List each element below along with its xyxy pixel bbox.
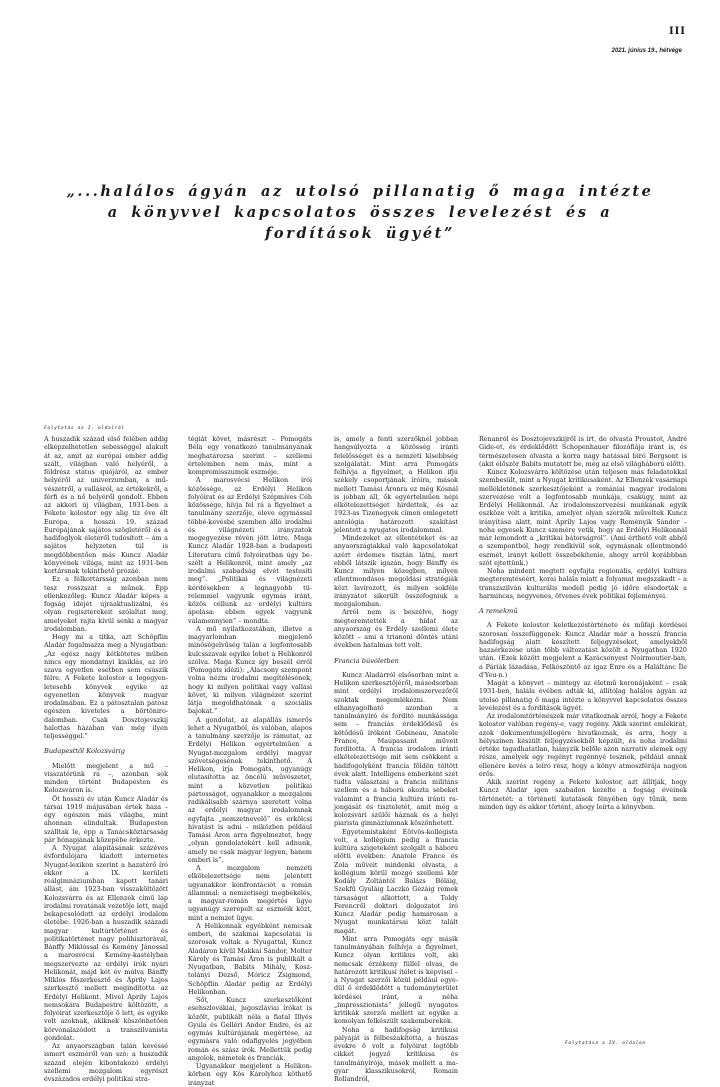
section-heading: Budapesttől Kolozsvárig [44,747,126,756]
paragraph: Magát a könyvet – mintegy az életmű koronájaként – csak 1931-ben, halála évében adták ki, állítólag halálos ágyán az utolsó pillanatig ő maga intézte a könyvvel kapcsolatos összes levelezést és a fordítások ügyét. [479,679,687,712]
section-heading: A remekmű [479,607,518,615]
paragraph: Renanról és Dosztojevszkijről is írt, de olvasta Proustot, André Gide-et, és érdeklődött Schopenhauer filozófiája iránt is, és természetesen olvasta a korra nagy hatással bíró Bergsont is (akit először Babits mutatott be, még az első világháború előtt). [479,435,687,468]
date-line: 2021. június 19., hétvége [611,48,682,54]
continued-to-note: Folytatása a IV. oldalon [565,1041,646,1046]
paragraph: Egyetemistaként Eötvös-kollégista volt, a kollégium pedig a francia kultúra szigeteként szolgált a háború előtti években: Anatole France és Zola műveit mindenki olvasta, a kollégium körül mozgó szellemi kör Kodály Zoltántól Balázs Béláig, Szekfű Gyuláig Laczkó Gézáig remek társaságot alkottott, a Toldy Ferencről doktori dolgozatot író Kuncz Aladár pedig hamarosan a Nyugat munkatársai közt talált magát. [334,827,458,935]
paragraph: A mozgalom nemzeti elkötelezettsége nem jelentett ugyanakkor konfrontációt a román állammal: a nemzetiségi megbékélés, a magyar-román megértés ügye ugyanúgy szerepelt az eszméik közt, mint a nemzet ügye. [188,864,312,922]
paragraph: Kuncz Aladárról elsősorban mint a Helikon szerkesztőjéről, másodsorban mint erdélyi irodalomszervezőről szoktak megemlékezni. Nem elhanyagolható azonban a tanulmányíró és fordító munkássága sem – franciás érdeklődésű és kötődésű íróként Gobineau, Anatole France, Maupassant műveit fordította. A francia irodalom iránti elkötelezettsége mit sem csökkent a hadifogolyként francia földön töltött évek alatt. Intelligens emberként szét tudta választani a francia militáns szellem és a háború okozta sebeket valamint a francia kultúra iránti rajongását és tiszteletét, amit még a kolozsvári szülői háznak és a helyi piarista gimnáziumnak köszönhetett. [334,670,458,828]
continued-from-note: Folytatás az I. oldalról [44,426,125,431]
paragraph: Ugyanakkor megjelent a Helikon-körben egy Kós Károlyhoz köthető irányzat [188,1062,312,1087]
paragraph: Mindezeket az ellentéteket és az anyaországiakkal való kapcsolatokat azért érdemes tisztán látni, mert ebből látszik igazán, hogy Bánffy és Kuncz milyen közegben, milyen ellentmondásos megoldási stratégiák közt lavírozott, és milyen sokféle irányzatot sikerült összefogniuk a mozgalomban. [334,534,458,608]
paragraph: A Nyugat alapításának százéves évfordulójára kiadott internetes Nyugat-lexikon szerint a hazatérő író ekkor a IX. kerületi reálgimnáziumban kapott tanári állást, ám 1923-ban visszaköltözött Kolozsvárra és az Ellenzék című lap irodalmi rovatának vezetője lett, majd bekapcsolódott az erdélyi irodalom életébe: 1926-ban a huszadik századi magyar kultúrtörténet és politikatörténet nagy polihisztorával, Bánffy Miklóssal és Kemény Jánossal a marosvécsi Kemény-kastélyban megszervezte az erdélyi írók nyári Helikonát, majd két év múlva Bánffy Miklós főszerkesztő és Áprily Lajos szerkesztő mellett megindította az Erdélyi Helikont. Mivel Áprily Lajos nemsokára Budapestre költözött, a folyóirat szerkesztője ő lett, és egyike volt azoknak, akiknek köszönhetően körvonalazódott a transzilvanista gondolat. [44,844,168,1042]
paragraph: Noha mindent megtett egyfajta regionális, erdélyi kultúra megteremtéséért, korai halála miatt a folyamat megszakadt – a transzszilván kulturális modell pedig jó időre elsodorták a harmincas, negyvenes, ötvenes évek politikai fejleményei. [479,567,687,600]
paragraph: tégiát követ, másrészt – Pomogáts Béla egy vonatkozó tanulmányának meghatározsa szerint – szellemi értelemben nem más, mint a kompromisszumok eszméje. [188,435,312,476]
paragraph: A mű nyilatkozatában, illetve a magyarlomban megjelenő minőségelvűség talán a legfontosabb kulcsszavak egyike lehet a Helikonról szólva. Maga Kuncz így beszél erről (Pomogáts idézi): „Alacsony szempont volna néznı irodalmi megítélésének, hogy ki milyen politikai vagy vallási követ, ki milyen világnézet szerint látja megoldhatónak a szociális bajokat.” [188,624,312,716]
section-heading: Francia búvóletben [334,656,399,665]
pull-quote: „...halálos ágyán az utolsó pillanatig ő maga intézte a könyvvel kapcsolatos összes levelezést és a fordítások ügyét” [66,183,654,242]
paragraph: is, amely a fenti szerzőknél jobban hangsúlyozta a közösség iránti felelősséget és a nemzeti kisebbség szolgálatát. Mint arra Pomogáts felhívja a figyelmet, a Helikon ifjú székely csoportjának íróira, mások mellett Tamási Áronra ez még Kósnál is jobban áll, ők egyértelműen népi elkötelezettséget hirdettek, és az 1923-as Tizenegyek címen emlegetett antológia határozott szakítást jelentett a nyugatos irodalommal. [334,435,458,534]
paragraph: Az irodalomtörténészek már vitatkoznak arról, hogy a Fekete kolostor valóban regény-e, vagy regény. Akik szerint emlékirat, azok dokumentumjellegére hivatkoznak, és arra, hogy a helyszínen készült feljegyzésekből képzült, és noha irodalmi értéke tagadhatatlan, hiányzik belőle azon narratív elemek egy része, amelyek egy regényt regénnyé tesznek, például annak ellenére kevés a leíró rész, hogy a könyv atmoszférája nagyon erős. [479,712,687,778]
paragraph: A gondolat, az alapállás ismerős lehet a Nyugatból, és valóban, alapos a tanulmány szerzője is rámutat, az Erdélyi Helikon egyértelműen a Nyugat-mozgalom erdélyi magyar szövetségesének tekinthető. A Helikon, írja Pomogáts, ugyanúgy elutasította az öncélú művészetet, mint a közvetlen politikai pártosságot, ugyanakkor a mozgalom radikálisabb szárnya szeretett volna az erdélyi magyar irodalomnak egyfajta „nemzetnevelő” és erkölcsi hivatást is adni – miközben például Tamási Áron arra figyelmeztet, hogy „olyan gondolatokért kell adnunk, amely ne csak magyar legyen, hanem emberi is”. [188,715,312,864]
page-number: III [668,26,686,37]
paragraph: Arról nem is beszélve, hogy megteremtették a hidat az anyaország és Erdély szellemi élete között – ami a trianoni döntés utáni években hatalmas tett volt. [334,608,458,650]
paragraph: A Fekete kolostor keletkezéstörténete és műfaji kérdései szorosan összefüggenek: Kuncz Aladár már a hosszú francia hadifogság alatt készített feljegyzéseket, amelyekből hazaérkezése után több változatást közölt a Nyugatban 1920 után. (Ezek között megjelent a Karácsonyest Noirmoutier-ban, a Páriák lázadása, Felkószöntő az igaz Énre és a Haláltánc Île d'Yeu-n.) [479,621,687,679]
article-column-1 [44,435,168,1083]
paragraph: A marosvécsi Helikon írói közössége, az Erdélyi Helikon folyóirat és az Erdélyi Szépmíves Céh közössége, hívja fel rá a figyelmet a tanulmány szerzője, eleve egymással többé-kevésbé szemben álló irodalmi és világnézeti irányzatok megegyezése révén jött létre. Maga Kuncz Aladár 1928-ban a budapesti Literatura című folyóiratban úgy beszélt a Helikonról, mint amely „az irodalmi szabadság elvét testesíti meg”. „Politikai és világnézeti kérdésekben a legnagyobb türelemmel vagyunk egymás iránt, közös céllunk az erdélyi kultúra ápolása: ebben egyek vagyunk valamennyien” – mondta. [188,476,312,625]
paragraph: A Helikonnak egyébként nemcsak emberi, de szakmai kapcsolatai is szorosak voltak a Nyugattal, Kuncz Aladáron kívül Makkai Sándor, Molter Károly és Tamási Áron is publikált a Nyugatban, Babits Mihály, Kosztolányi Dezső, Móricz Zsigmond, Schöpflin Aladár pedig az Erdélyi Helikonban. [188,921,312,996]
paragraph: Öt hosszú év után Kuncz Aladár és társai 1919 májusában értek haza – egy egészen más világba, mint ahonnan elindultak. Budapesten szálltak le, épp a Tanácsköztársaság pár hónapjának közepébe érkezte. [44,794,168,844]
paragraph: Mint arra Pomogáts egy másik tanulmányában felhívja a figyelmet, Kuncz olyan kritikus volt, aki nemcsak érzékeny füllel olvas, de határozott kritikusi ítélet is képvisel – a Nyugat szerzői közül például egyedül ő érdeklődött a tudományterület kérdései iránt, a néha „impresszionista” jellegű nyugatos kritikák szerzői mellett az egyike a komolyan felkészült szakemberekek. [334,934,458,1026]
paragraph: Mielőtt megjelent a mű – visszatérünk rá –, azonban sok minden történt Budapesten és Kolozsváron is. [44,761,168,795]
paragraph: A huszadik század első felében addig elképzelhetetlen sebességgel alakult át az, amit az európai ember addig szált, világban való helyéről, a földrész status quójáról, az ember helyéről az univerzumban, a művészetről, a vallásról, az értékekről, a férfi és a nő helyéről gondolt. Ebben az akkori új világban, 1931-ben a Fekete kolostor egy alig tíz éve élt Európa, a hosszú 19. század Európájának sajátos szögletéről és a hadifoglyok életéről tudósított – ám a sajátos helyzeten túl is megdöbbentően más Kuncz Aladár könyvének világa, mint az 1931-ben kortársnak tekinthető prózáé. [44,435,168,575]
article-column-2 [188,435,312,1087]
article-column-4-text [479,435,687,1033]
paragraph: Akik szerint regény a Fekete kolostor, azt állítják, hogy Kuncz Aladár igen szabadon kezelte a fogság éveinek történetét: a történetí kutatások fényében úgy tűnik, nem minden úgy és akkor történt, ahogy leírta a könyvben. [479,778,687,811]
paragraph: Hogy mi a titka, azt Schöpflin Aladár fogalmazza meg a Nyugatban: „Az egész nagy kétkötetes műben nincs egy mondatnyi kisiklás, az író szava egyetlen esetben sem csúszik félre. A Fekete kolostor a legegyenletesebb könyvek egyike az egyenetlen könyvek magyar irodalmában. Ez a pátosztalan pátosz egészen kiveteles a börtönirodalomban. Csak Dosztojevszkij halottas házában van még ilyen teljességgel.” [44,633,168,740]
article-column-3 [334,435,458,1083]
paragraph: Sőt, Kuncz szerkesztőként esehszlovákiai, jugoszláviai írókat is közölt, publikált néla a fiatal Illyés Gyula és Gelléri Andor Endre, és az egymás kultúrájának megértése, az egymásra való odafigyelés jegyében román és szász írók. Mellettük pedig angolok, németek és franciák. [188,996,312,1062]
paragraph: Noha a hadifogság kritikusi pályáját is félbeszakította, a húszas évekre ő volt a folyóirat legtöbb cikket jegyző kritikusa és tanulmányírója, mások mellett a magyar klasszikusokról, Romain Rollandról, [334,1025,458,1083]
paragraph: Ez a félkortársság azonban nem tesz rosszszat a műnek. Épp ellenkezőleg: Kuncz Aladár képes a fogság idejét újraaktualizálni, és olyan regiszterekeit szólaltat meg, amelyeket rajta kívül senki a magyar irodalomban. [44,575,168,633]
paragraph: Kuncz Kolozsvárra költözése után teljesen más feladatokkal szembesült, mint a Nyugat kritikusaként. Az Ellenzék vasárnapi mellékletének szerkesztőjeként a romániai magyar irodalom szervezése volt a legfontosabb munkája, csakúgy, mint az Erdélyi Helikonnál. Az irodalomszervezési munkának egyik eszköze volt a kritika, amelyet olyan szerzők műveltek Kuncz irányítása alatt, mint Áprily Lajos vagy Reményik Sándor – noha egyesek Kuncz szemére vetik, hogy az Erdélyi Helikonnál már lemondott a „kritikai bátorságról”. (Ami érthető volt abból a szempontból, hogy rendkívül sok, egymásnak ellentmondó eszmét, irányt kellett összebékítenie, ahogy arról korábbban szót ejtettünk.) [479,468,687,567]
paragraph: Az anyaországban talán kevéssé ismert eszméről van szó: a huszadik század elején kibontakozó erdélyi szellemi mozgalom egyrészt évszázados erdélyi politikai stra- [44,1042,168,1083]
